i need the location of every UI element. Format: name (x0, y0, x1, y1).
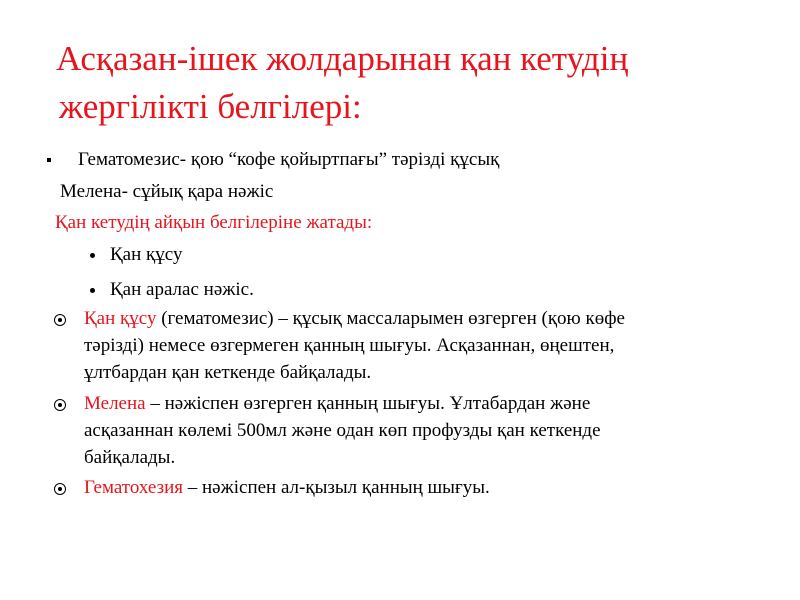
circle-bullet-icon (54, 399, 66, 411)
bullet-haematemesis-text: Гематомезис- қою “кофе қойыртпағы” тәрізді құсық (78, 149, 500, 170)
item-vomiting-blood (84, 305, 764, 387)
item-line (84, 390, 764, 418)
item-line: байқалады. (84, 447, 176, 468)
title-line-1: Асқазан-ішек жолдарынан қан кетудің (56, 39, 629, 78)
item-hematochezia (84, 474, 764, 502)
circle-bullet-icon (54, 483, 66, 495)
sub-bullet-dot-icon (90, 253, 95, 258)
item-line: асқазаннан көлемі 500мл және одан көп профузды қан кеткенде (84, 420, 601, 441)
item-line: ұлтбардан қан кеткенде байқалады. (84, 362, 372, 383)
item-line (84, 474, 764, 502)
circle-bullet-icon (54, 314, 66, 326)
melena-line: Мелена- сұйық қара нәжіс (60, 181, 274, 202)
sub-bullet-item: Қан құсу (110, 244, 183, 265)
item-text: – нәжіспен ал-қызыл қанның шығуы. (183, 477, 490, 498)
sub-bullet-dot-icon (90, 288, 95, 293)
item-text: (гематомезис) – құсық массаларымен өзгерген (қою көфе (156, 308, 625, 329)
item-term: Гематохезия (84, 477, 183, 498)
subheading: Қан кетудің айқын белгілеріне жатады: (55, 212, 373, 233)
title-line-2: жергілікті белгілері: (59, 87, 362, 126)
item-line: тәрізді) немесе өзгермеген қанның шығуы. Асқазаннан, өңештен, (84, 335, 615, 356)
item-term: Мелена (84, 393, 146, 414)
item-term: Қан құсу (84, 308, 157, 329)
item-melena (84, 390, 764, 472)
item-text: – нәжіспен өзгерген қанның шығуы. Ұлтабардан және (145, 393, 591, 414)
bullet-dot-icon (47, 158, 51, 162)
sub-bullet-item: Қан аралас нәжіс. (110, 279, 254, 300)
item-line (84, 305, 764, 333)
